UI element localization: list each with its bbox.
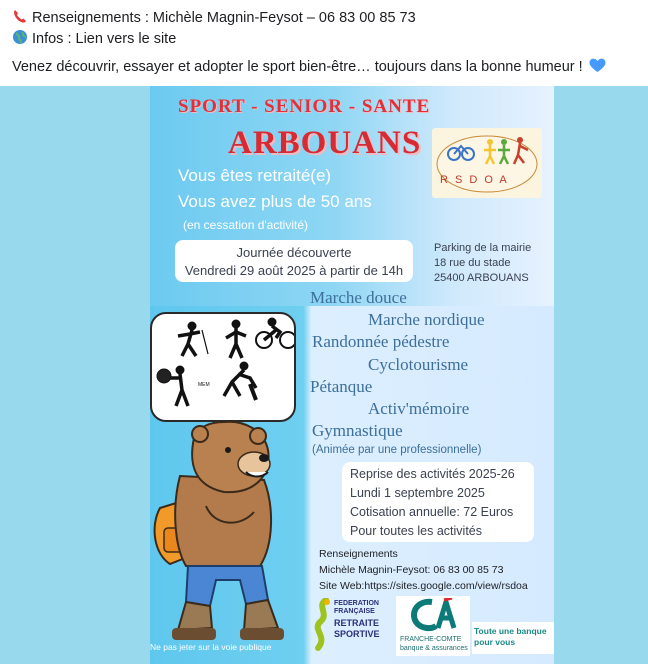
blue-heart-icon (589, 58, 606, 78)
globe-icon (12, 29, 28, 50)
contact-title: Renseignements (319, 548, 398, 560)
season-line: Pour toutes les activités (350, 524, 483, 538)
activity-item: Cyclotourisme (368, 355, 469, 374)
activity-note: (Animée par une professionnelle) (312, 444, 482, 456)
bear-mascot-illustration (150, 416, 300, 646)
post-image[interactable] (0, 86, 648, 664)
parking-line-1: Parking de la mairie (434, 242, 532, 254)
bank-slogan (472, 622, 554, 654)
season-info-box (342, 462, 534, 542)
sports-pictogram-bubble (150, 312, 296, 422)
rsdoa-logo (432, 128, 542, 198)
poster (150, 86, 554, 664)
activity-item: Randonnée pédestre (312, 332, 450, 351)
season-line: Cotisation annuelle: 72 Euros (350, 505, 514, 519)
post-message-text: Venez découvrir, essayer et adopter le sport bien-être… toujours dans la bonne humeur ! (12, 59, 583, 75)
poster-disclaimer: Ne pas jeter sur la voie publique (150, 642, 272, 652)
svg-text:MEM: MEM (198, 382, 210, 388)
activity-item: Marche douce (310, 288, 407, 307)
ca-region-text: FRANCHE-COMTE (400, 636, 462, 643)
parking-line-2: 18 rue du stade (434, 257, 511, 269)
activity-item: Activ'mémoire (368, 399, 470, 418)
audience-retired: Vous êtes retraité(e) (178, 166, 332, 185)
activity-item: Marche nordique (368, 310, 485, 329)
post-info-text: Infos : Lien vers le site (32, 31, 177, 47)
ffrs-emblem-icon (312, 598, 334, 654)
discovery-day-box (175, 240, 413, 282)
bank-slogan-line: pour vous (474, 637, 516, 647)
ca-tagline-text: banque & assurances (400, 645, 468, 652)
discovery-title: Journée découverte (236, 245, 352, 260)
post-message (12, 58, 606, 78)
ffrs-text: RETRAITE (334, 618, 379, 628)
contact-name-phone: Michèle Magnin-Feysot: 06 83 00 85 73 (319, 564, 504, 576)
season-line: Lundi 1 septembre 2025 (350, 486, 485, 500)
activity-item: Pétanque (310, 377, 373, 396)
post-phone-line (12, 8, 416, 29)
ffrs-text: SPORTIVE (334, 629, 380, 639)
audience-over-50: Vous avez plus de 50 ans (178, 192, 372, 211)
poster-town: ARBOUANS (228, 125, 422, 161)
parking-line-3: 25400 ARBOUANS (434, 272, 529, 284)
discovery-date: Vendredi 29 août 2025 à partir de 14h (184, 263, 404, 278)
bank-slogan-line: Toute une banque (474, 626, 547, 636)
credit-agricole-emblem-icon (408, 598, 458, 632)
post-phone-text: Renseignements : Michèle Magnin-Feysot – 06 83 00 85 73 (32, 10, 416, 26)
rsdoa-logo-text: R S D O A (440, 174, 509, 186)
ffrs-text: FEDERATION (334, 600, 379, 607)
activity-item: Gymnastique (312, 421, 403, 440)
contact-website: Site Web:https://sites.google.com/view/rsdoa (319, 580, 528, 592)
post-text (0, 0, 648, 86)
post-info-line (12, 29, 176, 50)
credit-agricole-logo (396, 596, 470, 656)
audience-note: (en cessation d'activité) (183, 218, 309, 232)
ffrs-logo (312, 596, 392, 656)
season-line: Reprise des activités 2025-26 (350, 467, 515, 481)
ffrs-text: FRANÇAISE (334, 608, 375, 615)
poster-headline: SPORT - SENIOR - SANTE (178, 96, 431, 117)
telephone-icon (12, 8, 28, 29)
